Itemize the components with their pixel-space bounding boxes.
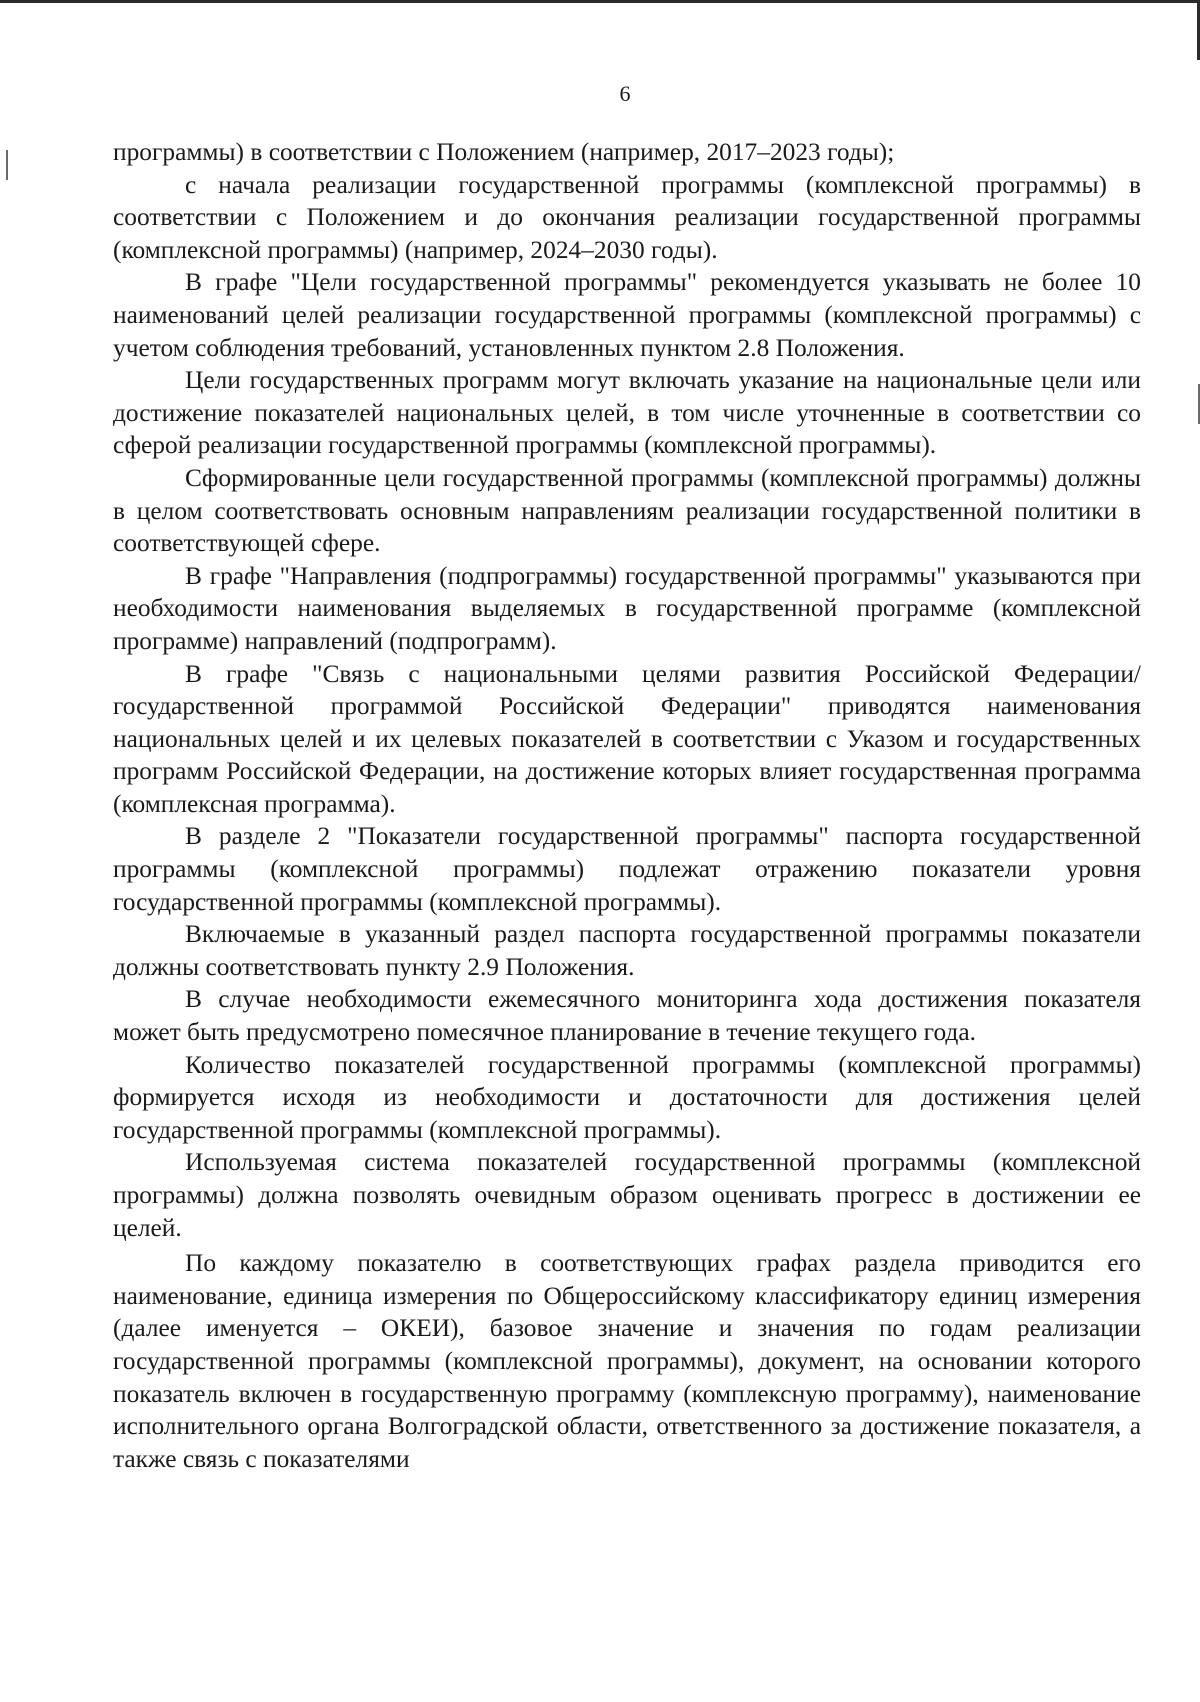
paragraph: Включаемые в указанный раздел паспорта государственной программы показатели должны соответствовать пункту 2.9 Положения. <box>113 920 1141 981</box>
paragraph: Сформированные цели государственной программы (комплексной программы) должны в целом соответствовать основным направлениям реализации государственной политики в соответствующей сфере. <box>113 463 1141 558</box>
paragraph: В графе "Связь с национальными целями развития Российской Федерации/ государственной программой Российской Федерации" приводятся наименования национальных целей и их целевых показателей в соответствии с Указом и государственных программ Российской Федерации, на достижение которых влияет государственная программа (комплексная программа). <box>113 659 1141 818</box>
scan-border-top <box>0 0 1200 3</box>
paragraph: В графе "Направления (подпрограммы) государственной программы" указываются при необходимости наименования выделяемых в государственной программе (комплексной программе) направлений (подпрограмм). <box>113 561 1141 655</box>
paragraph: По каждому показателю в соответствующих графах раздела приводится его наименование, единица измерения по Общероссийскому классификатору единиц измерения (далее именуется – ОКЕИ), базовое значение и значения по годам реализации государственной программы (комплексной программы), документ, на основании которого показатель включен в государственную программу (комплексную программу), наименование исполнительного органа Волгоградской области, ответственного за достижение показателя, а также связь с показателями <box>113 1249 1141 1473</box>
paragraph: с начала реализации государственной программы (комплексной программы) в соответствии с Положением и до окончания реализации государственной программы (комплексной программы) (например, 2024–2030 годы). <box>113 170 1141 264</box>
paragraph: Используемая система показателей государственной программы (комплексной программы) должна позволять очевидным образом оценивать прогресс в достижении ее целей. <box>113 1148 1141 1242</box>
page-number: 6 <box>619 81 631 106</box>
scan-margin-mark <box>6 150 8 180</box>
paragraph: программы) в соответствии с Положением (например, 2017–2023 годы); <box>113 138 895 166</box>
paragraph: Цели государственных программ могут включать указание на национальные цели или достижение показателей национальных целей, в том числе уточненные в соответствии со сферой реализации государственной программы (комплексной программы). <box>113 366 1141 460</box>
document-body <box>113 136 1141 1475</box>
paragraph: В случае необходимости ежемесячного мониторинга хода достижения показателя может быть предусмотрено помесячное планирование в течение текущего года. <box>113 985 1141 1047</box>
paragraph: Количество показателей государственной программы (комплексной программы) формируется исходя из необходимости и достаточности для достижения целей государственной программы (комплексной программы). <box>113 1050 1141 1144</box>
paragraph: В разделе 2 "Показатели государственной программы" паспорта государственной программы (комплексной программы) подлежат отражению показатели уровня государственной программы (комплексной программы). <box>113 822 1141 916</box>
paragraph: В графе "Цели государственной программы" рекомендуется указывать не более 10 наименований целей реализации государственной программы (комплексной программы) с учетом соблюдения требований, установленных пунктом 2.8 Положения. <box>113 268 1141 362</box>
